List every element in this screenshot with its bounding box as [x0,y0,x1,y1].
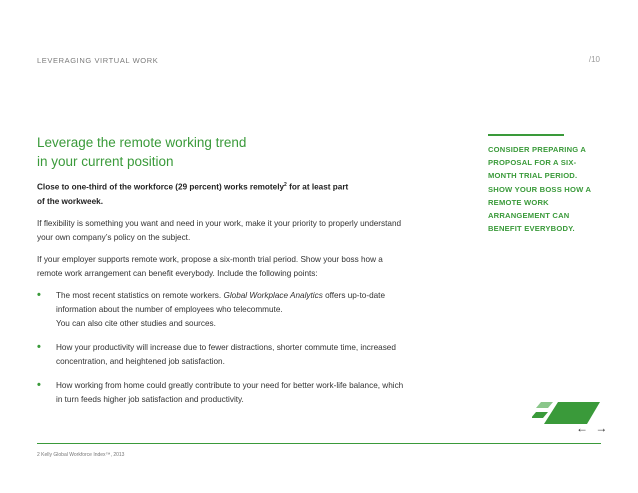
list-item-note: You can also cite other studies and sources. [56,318,216,328]
footnote-ref: 2 [284,182,287,188]
points-list [37,289,407,407]
paragraph-1: If flexibility is something you want and need in your work, make it your priority to properly understand your own company’s policy on the subject. [37,218,402,242]
list-item-text: How working from home could greatly contribute to your need for better work-life balance, which in turn feeds higher job satisfaction and productivity. [56,380,404,404]
page-title [37,133,367,171]
page-navigation [576,421,611,435]
footnote: 2 Kelly Global Workforce Index™, 2013 [37,452,125,458]
arrow-right-icon[interactable]: → [595,421,608,435]
bullet-marker: • [37,378,41,391]
list-item [37,289,407,331]
paragraph-2: If your employer supports remote work, propose a six-month trial period. Show your boss how a remote work arrangement can benefit everybody. Include the following points: [37,254,383,278]
lead-text-end: for at least part of the workweek. [37,182,349,206]
page-number: /10 [588,55,600,64]
list-item-text-end: offers up-to-date information about the number of employees who telecommute. [56,290,386,314]
sidebar-callout: CONSIDER PREPARING A PROPOSAL FOR A SIX-MONTH TRIAL PERIOD. SHOW YOUR BOSS HOW A REMOTE WORK ARRANGEMENT CAN BENEFIT EVERYBODY. [488,145,591,234]
bullet-marker: • [37,340,41,353]
lead-text: Close to one-third of the workforce (29 percent) works remotely [37,182,285,192]
title-line-2: in your current position [37,154,174,169]
list-item-text: The most recent statistics on remote workers. [56,290,224,300]
lead-paragraph [37,178,357,209]
bottom-rule [37,443,601,444]
list-item [37,379,407,407]
bullet-marker: • [37,288,41,301]
arrow-left-icon[interactable]: ← [576,421,588,435]
list-item [37,341,407,369]
section-label: LEVERAGING VIRTUAL WORK [37,56,159,65]
article-body [37,178,407,417]
title-line-1: Leverage the remote working trend [37,135,247,150]
source-name: Global Workplace Analytics [223,290,323,300]
sidebar-rule [488,134,564,136]
list-item-text: How your productivity will increase due to fewer distractions, shorter commute time, increased concentration, and heightened job satisfaction. [56,342,396,366]
